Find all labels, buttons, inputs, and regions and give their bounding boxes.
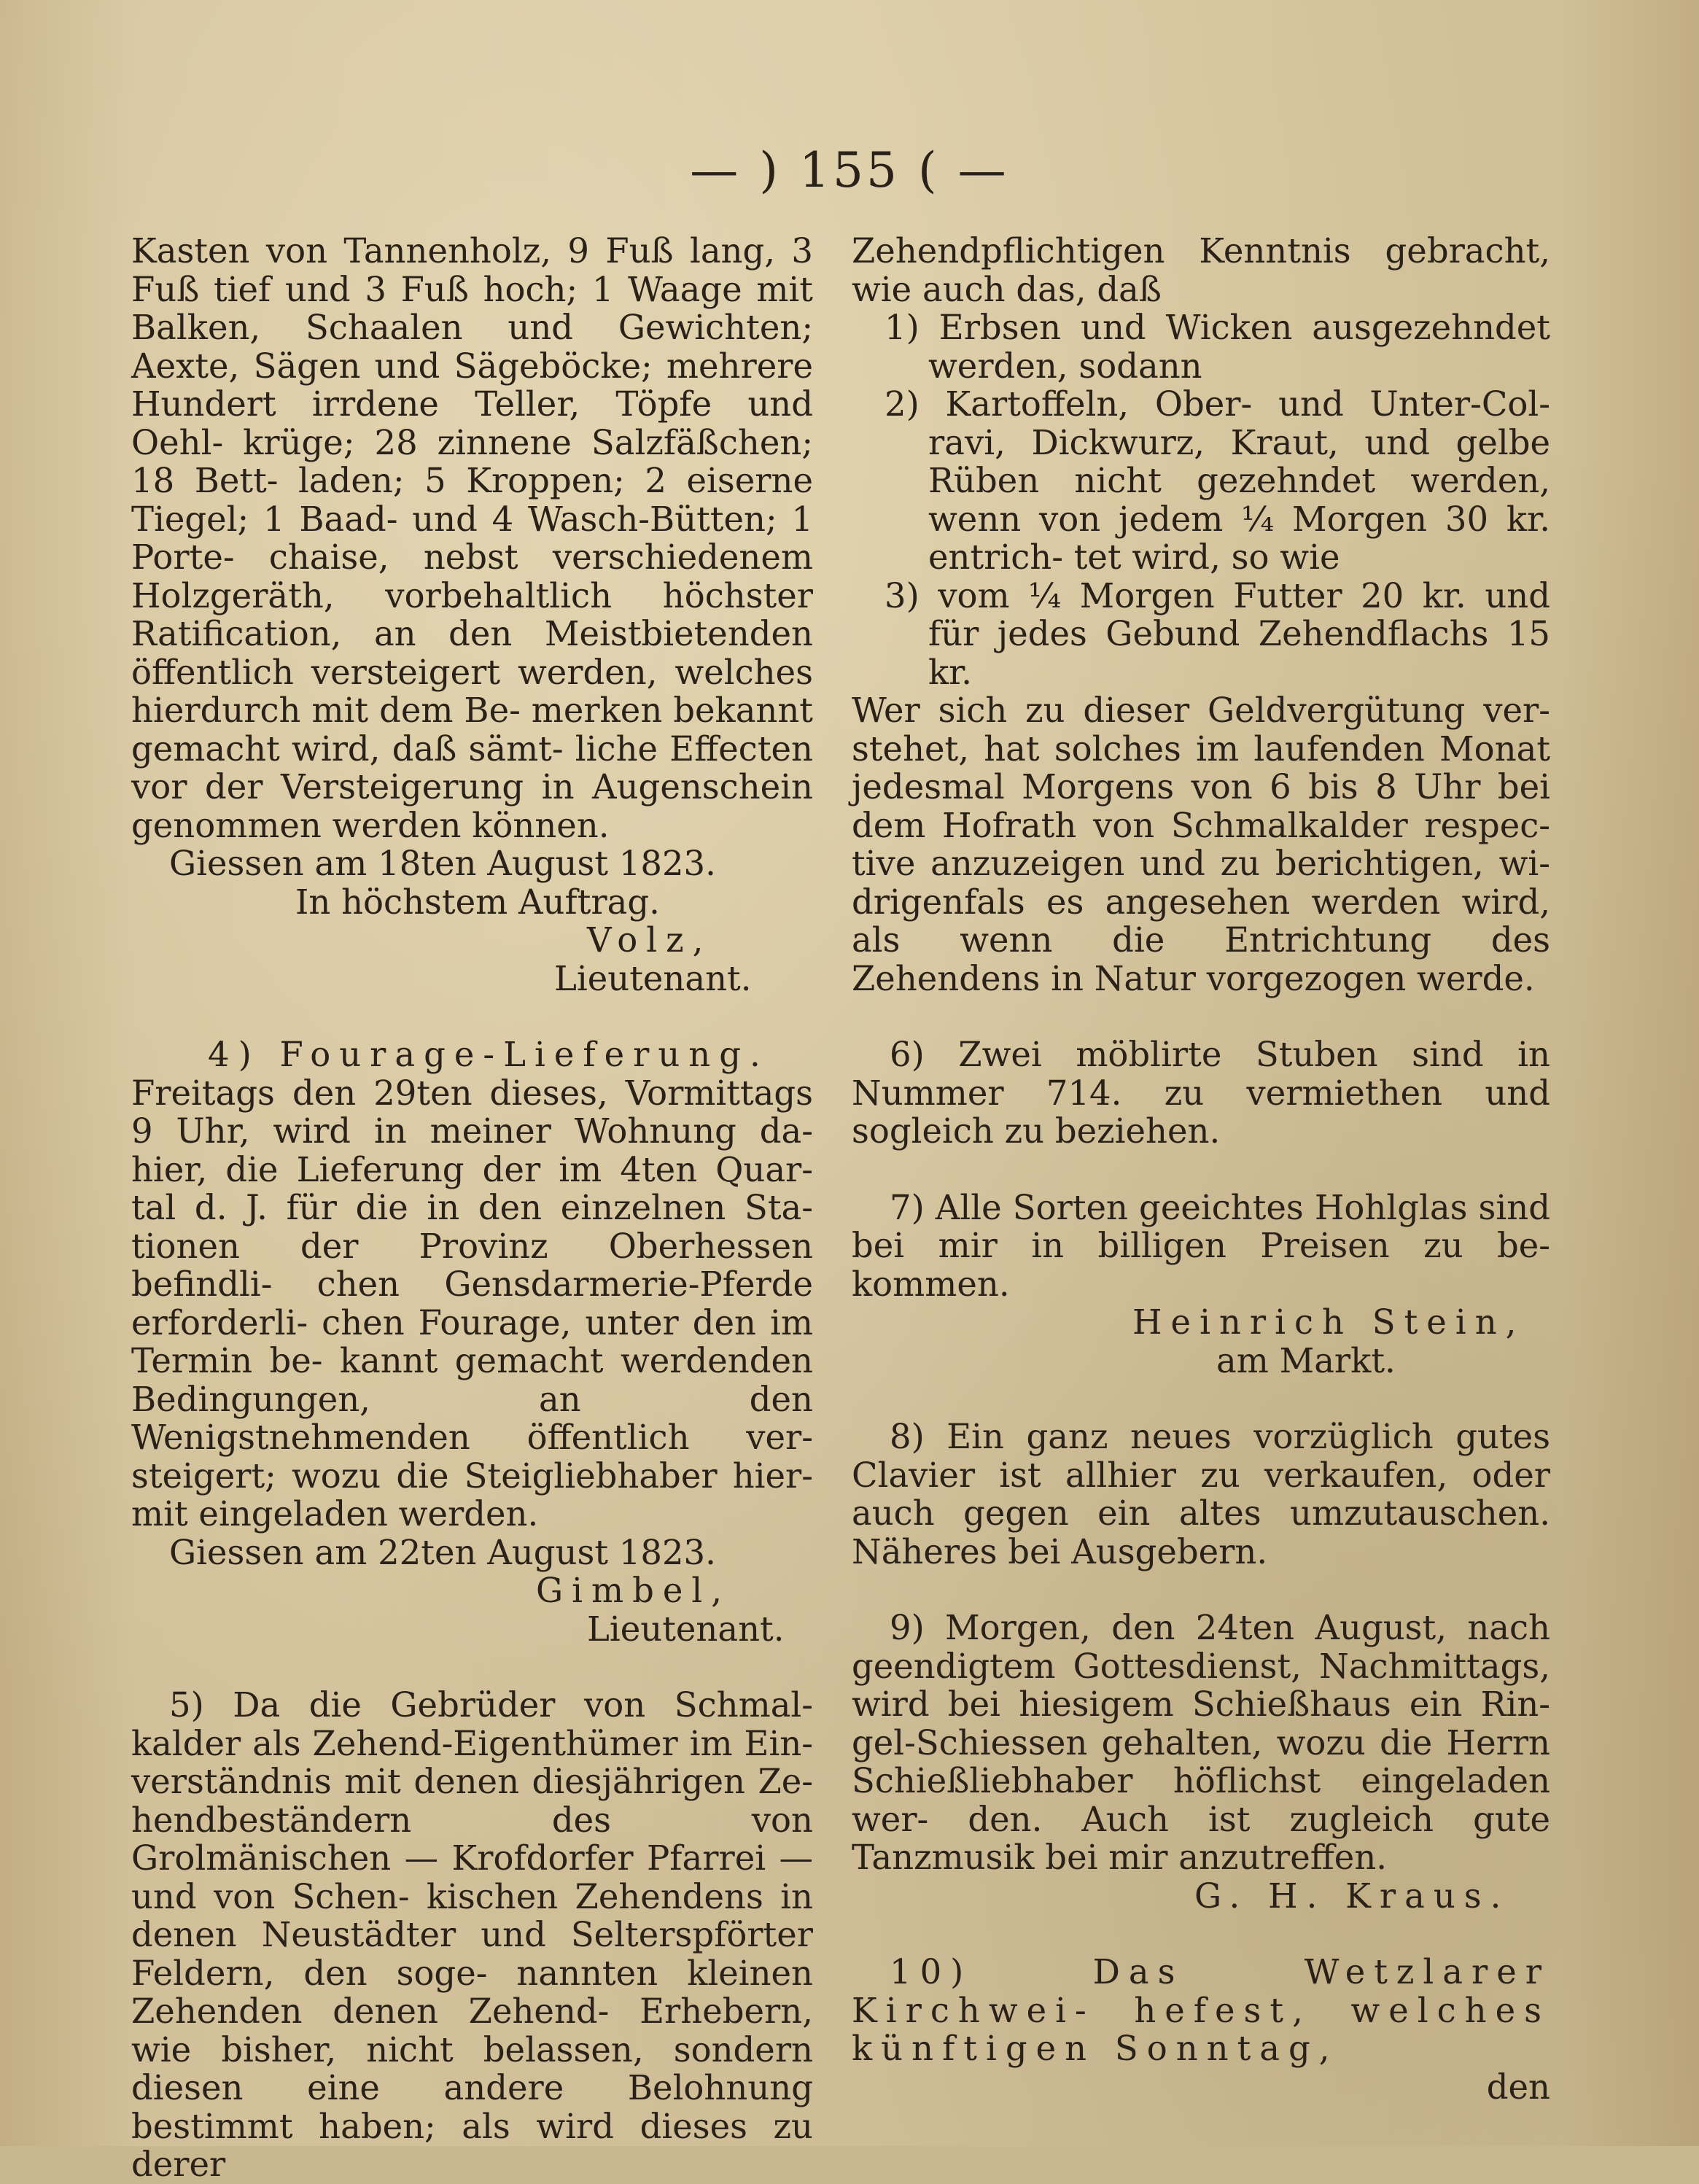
notice-3-signature: Volz, <box>587 920 712 960</box>
notice-4-rank: Lieutenant. <box>587 1609 785 1649</box>
spacer <box>131 1648 813 1686</box>
catchword: den <box>1486 2067 1550 2107</box>
notice-9-text: 9) Morgen, den 24ten August, nach geendigtem Gottesdienst, Nachmittags, wird bei hiesigem Schießhaus ein Rin- gel-Schiessen gehalten, wozu die Herrn Schießliebhaber höflichst eingeladen wer- den. Auch ist zugleich gute Tanzmusik bei mir anzutreffen. <box>852 1608 1550 1877</box>
notice-3-date: Giessen am 18ten August 1823. <box>169 844 716 883</box>
notice-5-point-1: 1) Erbsen und Wicken ausgezehndet werden, sodann <box>885 308 1550 386</box>
notice-4-title: 4) Fourage-Lieferung. <box>208 1035 769 1074</box>
notice-5-point-3: 3) vom ¼ Morgen Futter 20 kr. und für jedes Gebund Zehendflachs 15 kr. <box>885 575 1550 692</box>
spacer <box>852 998 1550 1035</box>
notice-4-text: Freitags den 29ten dieses, Vormittags 9 Uhr, wird in meiner Wohnung da- hier, die Lieferung der im 4ten Quar- tal d. J. für die in den einzelnen Sta- tionen der Provinz Oberhessen befindli- chen Gensdarmerie-Pferde erforderli- chen Fourage, unter den im Termin be- kannt gemacht werdenden Bedingungen, an den Wenigstnehmenden öffentlich ver- steigert; wozu die Steigliebhaber hier- mit eingeladen werden. <box>131 1073 813 1534</box>
notice-7-signature: Heinrich Stein, <box>1132 1302 1525 1342</box>
notice-5-text: 5) Da die Gebrüder von Schmal- kalder als Zehend-Eigenthümer im Ein- verständnis mit denen diesjährigen Ze- hendbeständern des von Grolmänischen — Krofdorfer Pfarrei — und von Schen- kischen Zehendens in denen Neustädter und Selterspförter Feldern, den soge- nannten kleinen Zehenden denen Zehend- Erhebern, wie bisher, nicht belassen, sondern diesen eine andere Belohnung bestimmt haben; als wird dieses zu derer <box>131 1685 813 2184</box>
notice-8-text: 8) Ein ganz neues vorzüglich gutes Clavier ist allhier zu verkaufen, oder auch gegen ein altes umzutauschen. Näheres bei Ausgebern. <box>852 1417 1550 1571</box>
left-column <box>131 232 813 2184</box>
notice-9-signature: G. H. Kraus. <box>1194 1876 1510 1916</box>
notice-6-text: 6) Zwei möblirte Stuben sind in Nummer 714. zu vermiethen und sogleich zu beziehen. <box>852 1035 1550 1151</box>
spacer <box>852 1151 1550 1189</box>
spacer <box>131 998 813 1035</box>
notice-3-rank: Lieutenant. <box>554 958 752 998</box>
spacer <box>852 1380 1550 1418</box>
notice-3-continuation: Kasten von Tannenholz, 9 Fuß lang, 3 Fuß tief und 3 Fuß hoch; 1 Waage mit Balken, Schaalen und Gewichten; Aexte, Sägen und Sägeböcke; mehrere Hundert irrdene Teller, Töpfe und Oehl- krüge; 28 zinnene Salzfäßchen; 18 Bett- laden; 5 Kroppen; 2 eiserne Tiegel; 1 Baad- und 4 Wasch-Bütten; 1 Porte- chaise, nebst verschiedenem Holzgeräth, vorbehaltlich höchster Ratification, an den Meistbietenden öffentlich versteigert werden, welches hierdurch mit dem Be- merken bekannt gemacht wird, daß sämt- liche Effecten vor der Versteigerung in Augenschein genommen werden können. <box>131 231 813 845</box>
notice-4-date: Giessen am 22ten August 1823. <box>169 1532 716 1572</box>
notice-5-point-2: 2) Kartoffeln, Ober- und Unter-Col- ravi, Dickwurz, Kraut, und gelbe Rüben nicht gezehndet werden, wenn von jedem ¼ Morgen 30 kr. entrich- tet wird, so wie <box>885 384 1550 577</box>
notice-5-conclusion: Wer sich zu dieser Geldvergütung ver- stehet, hat solches im laufenden Monat jedesmal Morgens von 6 bis 8 Uhr bei dem Hofrath von Schmalkalder respec- tive anzuzeigen und zu berichtigen, wi- drigenfals es angesehen werden wird, als wenn die Entrichtung des Zehendens in Natur vorgezogen werde. <box>852 691 1550 998</box>
right-column <box>852 232 1550 2106</box>
page-number: — ) 155 ( — <box>690 142 1009 198</box>
spacer <box>852 1915 1550 1953</box>
spacer <box>852 1571 1550 1609</box>
notice-3-authority: In höchstem Auftrag. <box>295 882 660 922</box>
notice-10-text: 10) Das Wetzlarer Kirchwei- hefest, welches künftigen Sonntag, <box>852 1952 1550 2068</box>
notice-4-signature: Gimbel, <box>536 1571 731 1610</box>
notice-7-place: am Markt. <box>1216 1340 1396 1380</box>
notice-5-continuation: Zehendpflichtigen Kenntnis gebracht, wie auch das, daß <box>852 231 1550 309</box>
notice-7-text: 7) Alle Sorten geeichtes Hohlglas sind bei mir in billigen Preisen zu be- kommen. <box>852 1187 1550 1304</box>
